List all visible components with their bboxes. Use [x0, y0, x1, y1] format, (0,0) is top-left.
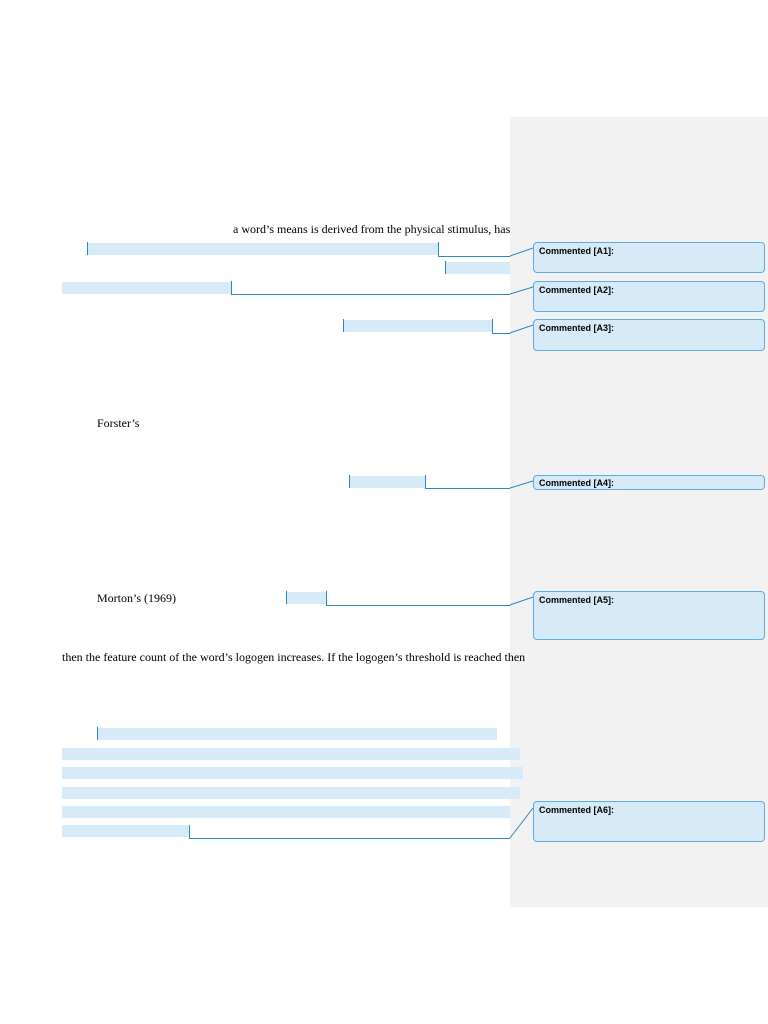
comment-balloon-a5[interactable]: [533, 591, 765, 640]
comment-connector-a1: [438, 256, 510, 257]
comment-connector-a5: [326, 605, 510, 606]
comment-highlight-a5[interactable]: [287, 592, 326, 604]
comment-balloon-a1[interactable]: [533, 242, 765, 273]
comment-anchor-end-a4: [425, 475, 426, 489]
comments-markup-pane: [510, 117, 768, 907]
comment-balloon-a6[interactable]: [533, 801, 765, 842]
comment-highlight-a6-line5[interactable]: [62, 806, 510, 818]
comment-highlight-a6[interactable]: [98, 728, 497, 740]
comment-anchor-end-a6: [189, 825, 190, 839]
comment-highlight-a6-line6[interactable]: [62, 825, 189, 837]
comment-label: Commented [A6]:: [539, 805, 615, 815]
comment-highlight-a2[interactable]: [446, 262, 510, 274]
comment-label: Commented [A1]:: [539, 246, 615, 256]
comment-label: Commented [A2]:: [539, 285, 615, 295]
comment-highlight-a2-cont[interactable]: [62, 282, 231, 294]
comment-anchor-end-a1: [438, 242, 439, 256]
body-text-morton: Morton’s (1969): [97, 591, 176, 605]
comment-anchor-end-a5: [326, 591, 327, 605]
comment-anchor-start-a2: [445, 261, 446, 274]
comment-highlight-a6-line3[interactable]: [62, 767, 523, 779]
comment-anchor-start-a4: [349, 475, 350, 488]
comment-label: Commented [A5]:: [539, 595, 615, 605]
comment-anchor-end-a3: [492, 319, 493, 333]
comment-highlight-a6-line2[interactable]: [62, 748, 520, 760]
comment-highlight-a3[interactable]: [344, 320, 492, 332]
comment-balloon-a2[interactable]: [533, 281, 765, 312]
comment-connector-a3: [492, 333, 510, 334]
comment-anchor-end-a2: [231, 281, 232, 295]
comment-highlight-a6-line4[interactable]: [62, 787, 520, 799]
comment-connector-a4: [425, 488, 510, 489]
comment-anchor-start-a6: [97, 727, 98, 740]
comment-highlight-a1[interactable]: [88, 243, 438, 255]
comment-anchor-start-a5: [286, 591, 287, 604]
comment-connector-a6: [189, 838, 510, 839]
comment-anchor-start-a1: [87, 242, 88, 255]
comment-connector-a2: [231, 294, 510, 295]
comment-label: Commented [A3]:: [539, 323, 615, 333]
comment-balloon-a3[interactable]: [533, 319, 765, 351]
comment-anchor-start-a3: [343, 319, 344, 332]
body-text-forster: Forster’s: [97, 416, 140, 430]
body-text-feature-count: then the feature count of the word’s logogen increases. If the logogen’s threshold is reached then: [62, 650, 526, 664]
body-text-line: a word’s means is derived from the physical stimulus, has: [233, 222, 511, 236]
comment-label: Commented [A4]:: [539, 478, 615, 488]
comment-balloon-a4[interactable]: [533, 475, 765, 490]
comment-highlight-a4[interactable]: [350, 476, 425, 488]
